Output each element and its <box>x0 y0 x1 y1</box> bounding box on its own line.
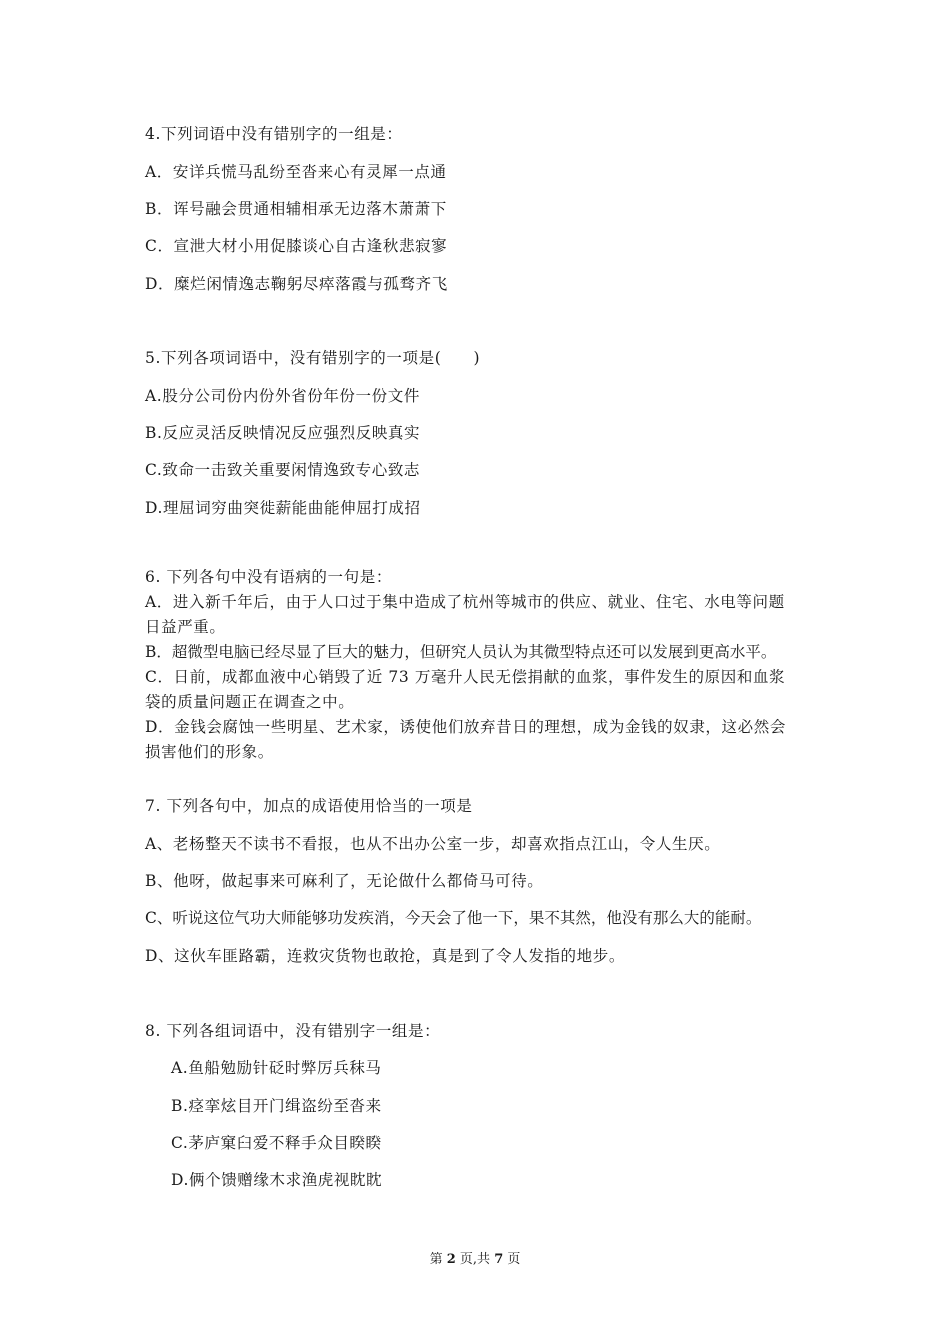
q5-stem: 5.下列各项词语中，没有错别字的一项是( ) <box>145 349 481 367</box>
q6-option-d-cont: 损害他们的形象。 <box>145 743 274 761</box>
q8-option-c: C.茅庐窠臼爱不释手众目睽睽 <box>171 1134 382 1152</box>
footer-suffix: 页 <box>507 1252 521 1267</box>
q4-option-c: C．宣泄大材小用促膝谈心自古逢秋悲寂寥 <box>145 237 448 255</box>
q6-option-d: D．金钱会腐蚀一些明星、艺术家，诱使他们放弃昔日的理想，成为金钱的奴隶，这必然会 <box>145 718 786 736</box>
q4-option-b: B．诨号融会贯通相辅相承无边落木萧萧下 <box>145 200 447 218</box>
q4-option-a: A．安详兵慌马乱纷至沓来心有灵犀一点通 <box>145 163 447 181</box>
q8-stem: 8. 下列各组词语中，没有错别字一组是： <box>145 1022 441 1040</box>
q5-option-b: B.反应灵活反映情况反应强烈反映真实 <box>145 424 421 442</box>
q6-option-c-cont: 袋的质量问题正在调查之中。 <box>145 693 355 711</box>
q6-option-b: B．超微型电脑已经尽显了巨大的魅力，但研究人员认为其微型特点还可以发展到更高水平。 <box>145 643 777 661</box>
q7-stem: 7. 下列各句中，加点的成语使用恰当的一项是 <box>145 797 473 815</box>
q6-option-a-cont: 日益严重。 <box>145 618 226 636</box>
q4-stem: 4.下列词语中没有错别字的一组是： <box>145 125 403 143</box>
q8-option-a: A.鱼船勉励针砭时弊厉兵秣马 <box>171 1059 382 1077</box>
q8-option-b: B.痉挛炫目开门缉盗纷至沓来 <box>171 1097 382 1115</box>
q7-option-a: A、老杨整天不读书不看报，也从不出办公室一步，却喜欢指点江山，令人生厌。 <box>145 835 721 853</box>
footer-prefix: 第 <box>429 1252 443 1267</box>
footer-middle: 页,共 <box>459 1252 491 1267</box>
q5-option-a: A.股分公司份内份外省份年份一份文件 <box>145 387 420 405</box>
footer-current-page: 2 <box>446 1252 456 1267</box>
q7-option-b: B、他呀，做起事来可麻利了，无论做什么都倚马可待。 <box>145 872 544 890</box>
q6-option-c: C．日前，成都血液中心销毁了近 73 万毫升人民无偿捐献的血浆，事件发生的原因和血浆 <box>145 668 786 686</box>
q6-option-a: A．进入新千年后，由于人口过于集中造成了杭州等城市的供应、就业、住宅、水电等问题 <box>145 593 785 611</box>
q5-option-d: D.理屈词穷曲突徙薪能曲能伸屈打成招 <box>145 499 421 517</box>
q5-option-c: C.致命一击致关重要闲情逸致专心致志 <box>145 461 421 479</box>
footer-total-pages: 7 <box>494 1252 504 1267</box>
q8-option-d: D.俩个馈赠缘木求渔虎视眈眈 <box>171 1171 383 1189</box>
q7-option-c: C、听说这位气功大师能够功发疾消，今天会了他一下，果不其然，他没有那么大的能耐。 <box>145 909 762 927</box>
q7-option-d: D、这伙车匪路霸，连救灾货物也敢抢，真是到了令人发指的地步。 <box>145 947 625 965</box>
q4-option-d: D．糜烂闲情逸志鞠躬尽瘁落霞与孤骛齐飞 <box>145 275 448 293</box>
q6-stem: 6. 下列各句中没有语病的一句是： <box>145 568 392 586</box>
page-footer <box>0 1248 950 1267</box>
